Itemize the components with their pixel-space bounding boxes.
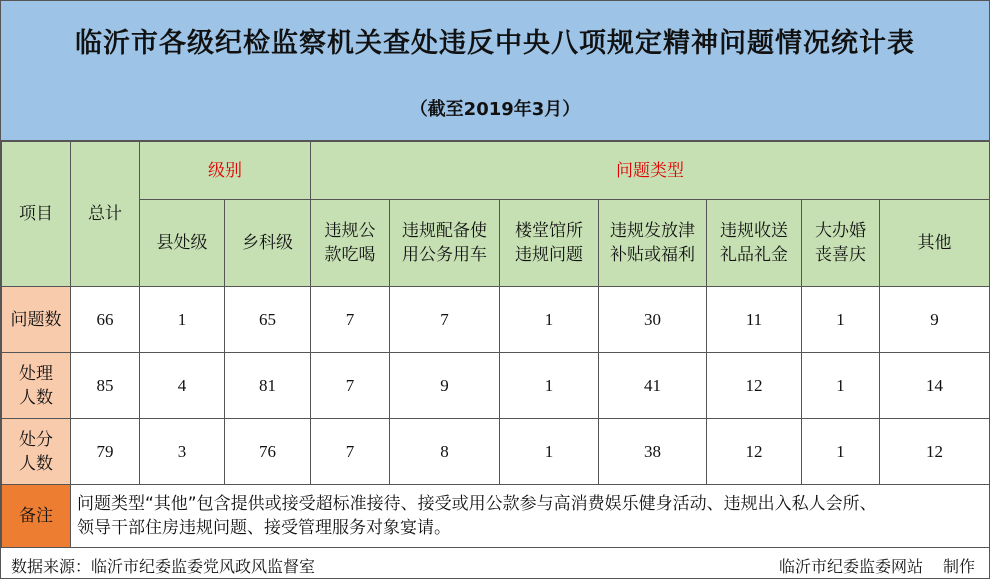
cell-punished-vehicle: 8	[390, 419, 500, 485]
row-label-punished-line2: 人数	[19, 453, 53, 474]
cell-punished-building: 1	[500, 419, 599, 485]
note-label: 备注	[2, 485, 71, 548]
header-type-gifts-line2: 礼品礼金	[720, 245, 788, 265]
cell-issues-township: 65	[225, 287, 311, 353]
cell-punished-total: 79	[71, 419, 140, 485]
header-type-gifts-line1: 违规收送	[720, 221, 788, 241]
header-type-banquet-line1: 违规公	[324, 221, 376, 241]
header-type-building-line1: 楼堂馆所	[515, 221, 583, 241]
header-type-group: 问题类型	[311, 142, 990, 200]
row-label-handled-line2: 人数	[19, 387, 53, 408]
cell-handled-building: 1	[500, 353, 599, 419]
producer-credit	[759, 554, 975, 577]
page-title: 临沂市各级纪检监察机关查处违反中央八项规定精神问题情况统计表	[75, 28, 915, 59]
header-type-banquet	[311, 200, 390, 287]
title-block	[1, 1, 989, 141]
header-type-vehicle-line2: 用公务用车	[402, 245, 487, 265]
cell-punished-township: 76	[225, 419, 311, 485]
table-row	[2, 353, 990, 419]
header-type-allowance-line2: 补贴或福利	[610, 245, 695, 265]
header-level-group: 级别	[140, 142, 311, 200]
cell-punished-banquet: 7	[311, 419, 390, 485]
header-item: 项目	[2, 142, 71, 287]
header-type-ceremony-line1: 大办婚	[815, 221, 866, 241]
cell-handled-gifts: 12	[707, 353, 802, 419]
row-label-punished-line1: 处分	[19, 429, 53, 450]
cell-issues-building: 1	[500, 287, 599, 353]
cell-punished-other: 12	[880, 419, 990, 485]
cell-issues-ceremony: 1	[802, 287, 880, 353]
header-type-ceremony	[802, 200, 880, 287]
row-label-punished	[2, 419, 71, 485]
row-label-issues: 问题数	[2, 287, 71, 353]
header-township-level: 乡科级	[225, 200, 311, 287]
header-type-vehicle	[390, 200, 500, 287]
header-county-level: 县处级	[140, 200, 225, 287]
cell-issues-county: 1	[140, 287, 225, 353]
table-row	[2, 287, 990, 353]
row-label-handled-line1: 处理	[19, 363, 53, 384]
producer-made: 制作	[942, 557, 975, 576]
header-type-banquet-line2: 款吃喝	[324, 245, 376, 265]
header-type-building-line2: 违规问题	[515, 245, 583, 265]
cell-handled-vehicle: 9	[390, 353, 500, 419]
header-type-ceremony-line2: 丧喜庆	[815, 245, 866, 265]
cell-handled-allowance: 41	[599, 353, 707, 419]
footer	[1, 550, 989, 578]
header-type-building	[500, 200, 599, 287]
cell-punished-ceremony: 1	[802, 419, 880, 485]
cell-handled-banquet: 7	[311, 353, 390, 419]
cell-punished-gifts: 12	[707, 419, 802, 485]
cell-issues-vehicle: 7	[390, 287, 500, 353]
cell-handled-township: 81	[225, 353, 311, 419]
header-type-allowance-line1: 违规发放津	[610, 221, 695, 241]
cell-issues-banquet: 7	[311, 287, 390, 353]
cell-punished-county: 3	[140, 419, 225, 485]
note-text-line1: 问题类型“其他”包含提供或接受超标准接待、接受或用公款参与高消费娱乐健身活动、违规出入私人会所、	[77, 494, 877, 514]
note-text	[71, 485, 990, 548]
header-total: 总计	[71, 142, 140, 287]
cell-issues-total: 66	[71, 287, 140, 353]
note-text-line2: 领导干部住房违规问题、接受管理服务对象宴请。	[77, 518, 451, 538]
cell-handled-ceremony: 1	[802, 353, 880, 419]
cell-handled-county: 4	[140, 353, 225, 419]
page-subtitle: （截至2019年3月）	[409, 99, 581, 120]
cell-handled-other: 14	[880, 353, 990, 419]
header-type-allowance	[599, 200, 707, 287]
stats-table	[1, 141, 990, 548]
cell-issues-other: 9	[880, 287, 990, 353]
table-row	[2, 419, 990, 485]
cell-punished-allowance: 38	[599, 419, 707, 485]
cell-issues-allowance: 30	[599, 287, 707, 353]
data-source: 数据来源：临沂市纪委监委党风政风监督室	[11, 557, 316, 576]
header-type-vehicle-line1: 违规配备使	[402, 221, 487, 241]
row-label-handled	[2, 353, 71, 419]
header-type-other: 其他	[880, 200, 990, 287]
producer-name: 临沂市纪委监委网站	[778, 557, 923, 576]
header-type-gifts	[707, 200, 802, 287]
note-row	[2, 485, 990, 548]
cell-handled-total: 85	[71, 353, 140, 419]
cell-issues-gifts: 11	[707, 287, 802, 353]
